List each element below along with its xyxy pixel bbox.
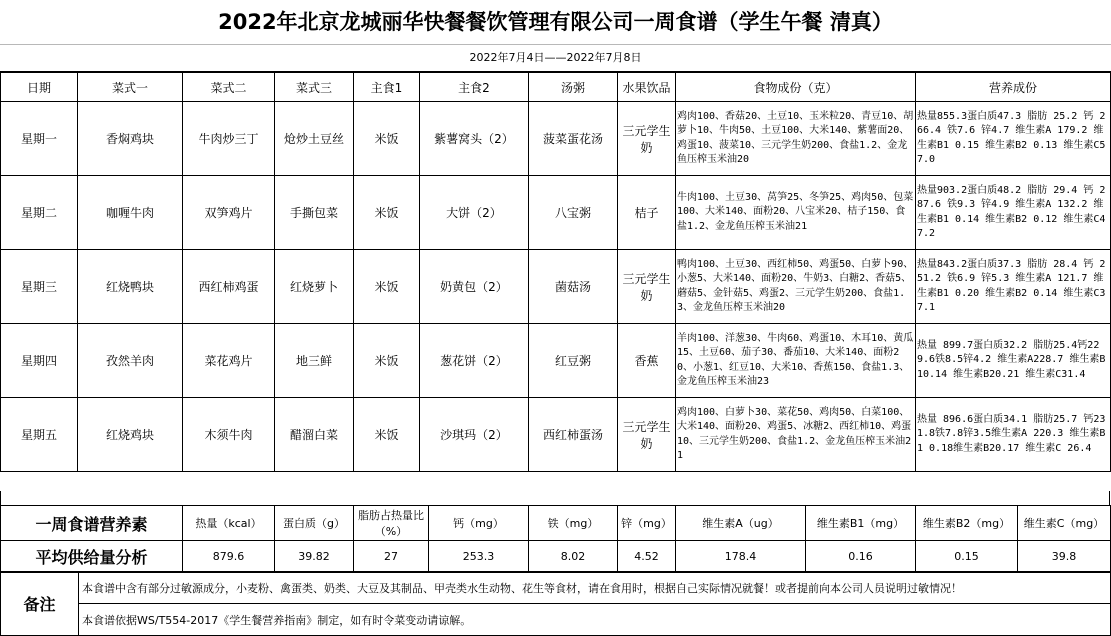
- table-row: [1, 176, 1111, 250]
- nutrient-value: 4.52: [618, 541, 676, 573]
- nutrient-value: 0.15: [916, 541, 1018, 573]
- col-header: 日期: [1, 73, 78, 102]
- nutrient-header: 维生素C（mg）: [1018, 506, 1111, 541]
- nutrient-header: 锌（mg）: [618, 506, 676, 541]
- col-header: 水果饮品: [618, 73, 676, 102]
- nutrient-value: 27: [354, 541, 429, 573]
- nutrient-value: 879.6: [183, 541, 275, 573]
- col-header: 汤粥: [529, 73, 618, 102]
- table-row: [1, 398, 1111, 472]
- summary-values-row: [1, 541, 1111, 573]
- table-row: [1, 102, 1111, 176]
- dish3-cell: 地三鲜: [275, 324, 354, 398]
- staple1-cell: 米饭: [354, 102, 420, 176]
- nutrient-header: 蛋白质（g）: [275, 506, 354, 541]
- fruit-cell: 三元学生奶: [618, 250, 676, 324]
- staple1-cell: 米饭: [354, 324, 420, 398]
- day-cell: 星期四: [1, 324, 78, 398]
- day-cell: 星期一: [1, 102, 78, 176]
- nutrient-value: 253.3: [429, 541, 529, 573]
- col-header: 食物成份（克）: [676, 73, 916, 102]
- dish3-cell: 手撕包菜: [275, 176, 354, 250]
- dish1-cell: 红烧鸭块: [78, 250, 183, 324]
- col-header: 主食2: [420, 73, 529, 102]
- soup-cell: 西红柿蛋汤: [529, 398, 618, 472]
- dish1-cell: 红烧鸡块: [78, 398, 183, 472]
- nutrition-cell: 热量 899.7蛋白质32.2 脂肪25.4钙229.6铁8.5锌4.2 维生素A228.7 维生素B10.14 维生素B20.21 维生素C31.4: [916, 324, 1111, 398]
- staple1-cell: 米饭: [354, 176, 420, 250]
- ingredients-cell: 鸡肉100、香菇20、土豆10、玉米粒20、青豆10、胡萝卜10、牛肉50、土豆100、大米140、紫薯面20、鸡蛋10、菠菜10、三元学生奶200、食盐1.2、金龙鱼压榨玉米油20: [676, 102, 916, 176]
- soup-cell: 红豆粥: [529, 324, 618, 398]
- dish2-cell: 双笋鸡片: [183, 176, 275, 250]
- nutrition-cell: 热量 896.6蛋白质34.1 脂肪25.7 钙231.8铁7.8锌3.5维生素A 220.3 维生素B1 0.18维生素B20.17 维生素C 26.4: [916, 398, 1111, 472]
- soup-cell: 八宝粥: [529, 176, 618, 250]
- date-range: 2022年7月4日——2022年7月8日: [0, 45, 1111, 72]
- ingredients-cell: 鸭肉100、土豆30、西红柿50、鸡蛋50、白萝卜90、小葱5、大米140、面粉20、牛奶3、白糖2、香菇5、蘑菇5、金针菇5、鸡蛋2、三元学生奶200、食盐1.3、金龙鱼压榨玉米油20: [676, 250, 916, 324]
- nutrition-cell: 热量855.3蛋白质47.3 脂肪 25.2 钙 266.4 铁7.6 锌4.7 维生素A 179.2 维生素B1 0.15 维生素B2 0.13 维生素C57.0: [916, 102, 1111, 176]
- staple2-cell: 紫薯窝头（2）: [420, 102, 529, 176]
- nutrition-cell: 热量903.2蛋白质48.2 脂肪 29.4 钙 287.6 铁9.3 锌4.9 维生素A 132.2 维生素B1 0.14 维生素B2 0.12 维生素C47.2: [916, 176, 1111, 250]
- dish3-cell: 红烧萝卜: [275, 250, 354, 324]
- notes-line-guideline: 本食谱依据WS/T554-2017《学生餐营养指南》制定，如有时令菜变动请谅解。: [79, 604, 1111, 636]
- summary-row1-label: 一周食谱营养素: [1, 506, 183, 541]
- nutrient-value: 8.02: [529, 541, 618, 573]
- dish3-cell: 炝炒土豆丝: [275, 102, 354, 176]
- nutrient-header: 热量（kcal）: [183, 506, 275, 541]
- day-cell: 星期二: [1, 176, 78, 250]
- table-row: [1, 250, 1111, 324]
- staple2-cell: 奶黄包（2）: [420, 250, 529, 324]
- ingredients-cell: 羊肉100、洋葱30、牛肉60、鸡蛋10、木耳10、黄瓜15、土豆60、茄子30、番茄10、大米140、面粉20、小葱1、红豆10、大米10、香蕉150、食盐1.3、金龙鱼压榨玉米油23: [676, 324, 916, 398]
- nutrient-header: 维生素B2（mg）: [916, 506, 1018, 541]
- nutrition-summary-table: [0, 505, 1111, 573]
- staple2-cell: 大饼（2）: [420, 176, 529, 250]
- nutrient-header: 脂肪占热量比（%）: [354, 506, 429, 541]
- dish2-cell: 木须牛肉: [183, 398, 275, 472]
- col-header: 菜式二: [183, 73, 275, 102]
- dish1-cell: 香焖鸡块: [78, 102, 183, 176]
- col-header: 主食1: [354, 73, 420, 102]
- staple2-cell: 沙琪玛（2）: [420, 398, 529, 472]
- header-row: [1, 73, 1111, 102]
- nutrition-cell: 热量843.2蛋白质37.3 脂肪 28.4 钙 251.2 铁6.9 锌5.3 维生素A 121.7 维生素B1 0.20 维生素B2 0.14 维生素C37.1: [916, 250, 1111, 324]
- staple1-cell: 米饭: [354, 398, 420, 472]
- fruit-cell: 桔子: [618, 176, 676, 250]
- notes-table: [0, 571, 1111, 636]
- dish2-cell: 菜花鸡片: [183, 324, 275, 398]
- nutrient-header: 铁（mg）: [529, 506, 618, 541]
- soup-cell: 菌菇汤: [529, 250, 618, 324]
- col-header: 菜式三: [275, 73, 354, 102]
- spacer: [0, 491, 1110, 505]
- nutrient-header: 钙（mg）: [429, 506, 529, 541]
- dish1-cell: 咖喱牛肉: [78, 176, 183, 250]
- summary-header-row: [1, 506, 1111, 541]
- col-header: 营养成份: [916, 73, 1111, 102]
- soup-cell: 菠菜蛋花汤: [529, 102, 618, 176]
- nutrient-value: 178.4: [676, 541, 806, 573]
- notes-line-allergen: 本食谱中含有部分过敏源成分，小麦粉、禽蛋类、奶类、大豆及其制品、甲壳类水生动物、花生等食材，请在食用时，根据自己实际情况就餐！或者提前向本公司人员说明过敏情况！: [79, 572, 1111, 604]
- staple1-cell: 米饭: [354, 250, 420, 324]
- dish2-cell: 牛肉炒三丁: [183, 102, 275, 176]
- dish3-cell: 醋溜白菜: [275, 398, 354, 472]
- nutrient-value: 39.82: [275, 541, 354, 573]
- table-row: [1, 324, 1111, 398]
- notes-label: 备注: [1, 572, 79, 636]
- day-cell: 星期五: [1, 398, 78, 472]
- dish2-cell: 西红柿鸡蛋: [183, 250, 275, 324]
- col-header: 菜式一: [78, 73, 183, 102]
- day-cell: 星期三: [1, 250, 78, 324]
- dish1-cell: 孜然羊肉: [78, 324, 183, 398]
- nutrient-header: 维生素A（ug）: [676, 506, 806, 541]
- ingredients-cell: 鸡肉100、白萝卜30、菜花50、鸡肉50、白菜100、大米140、面粉20、鸡蛋5、冰糖2、西红柿10、鸡蛋10、三元学生奶200、食盐1.2、金龙鱼压榨玉米油21: [676, 398, 916, 472]
- fruit-cell: 三元学生奶: [618, 398, 676, 472]
- summary-row2-label: 平均供给量分析: [1, 541, 183, 573]
- staple2-cell: 葱花饼（2）: [420, 324, 529, 398]
- weekly-menu-table: [0, 72, 1111, 472]
- ingredients-cell: 牛肉100、土豆30、莴笋25、冬笋25、鸡肉50、包菜100、大米140、面粉20、八宝米20、桔子150、食盐1.2、金龙鱼压榨玉米油21: [676, 176, 916, 250]
- nutrient-value: 39.8: [1018, 541, 1111, 573]
- fruit-cell: 三元学生奶: [618, 102, 676, 176]
- nutrient-header: 维生素B1（mg）: [806, 506, 916, 541]
- fruit-cell: 香蕉: [618, 324, 676, 398]
- page-title: 2022年北京龙城丽华快餐餐饮管理有限公司一周食谱（学生午餐 清真）: [0, 0, 1111, 45]
- nutrient-value: 0.16: [806, 541, 916, 573]
